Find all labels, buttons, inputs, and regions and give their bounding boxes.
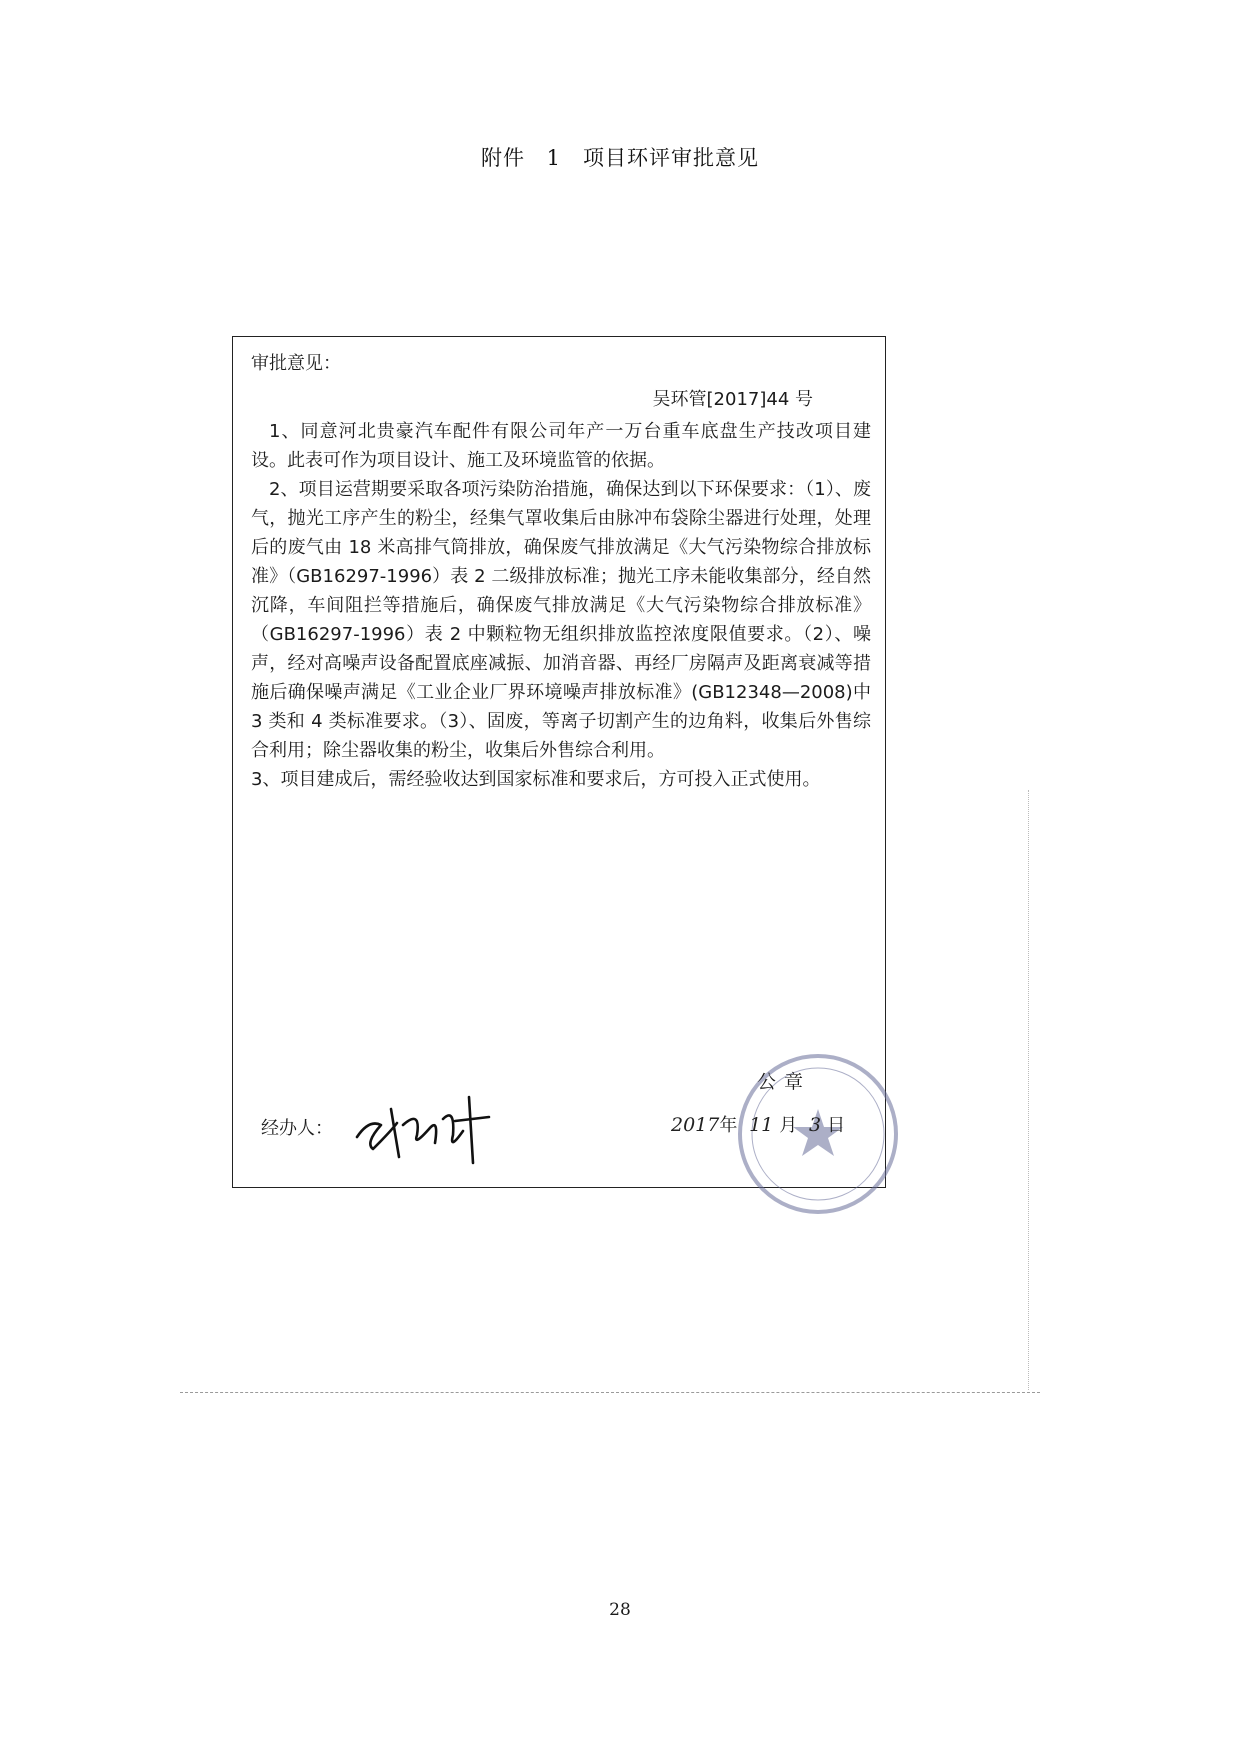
date-day: 3	[809, 1114, 822, 1136]
page-title: 附件 1 项目环评审批意见	[480, 146, 760, 170]
document-number: 吴环管[2017]44 号	[652, 389, 813, 410]
date-year: 2017	[671, 1114, 720, 1136]
approval-item-3: 3、项目建成后，需经验收达到国家标准和要求后，方可投入正式使用。	[251, 769, 821, 790]
seal-label: 公章	[757, 1071, 812, 1093]
scan-edge-line	[1028, 790, 1029, 1390]
approval-box	[232, 336, 886, 1188]
date-month-suffix: 月	[779, 1115, 798, 1136]
handwritten-signature-icon	[351, 1079, 501, 1169]
scan-fold-line	[180, 1392, 1040, 1393]
date-month: 11	[749, 1114, 774, 1136]
handler-label: 经办人：	[261, 1118, 333, 1139]
approval-body	[251, 417, 871, 794]
approval-date	[671, 1111, 845, 1137]
date-day-suffix: 日	[827, 1115, 846, 1136]
approval-item-1: 1、同意河北贵豪汽车配件有限公司年产一万台重车底盘生产技改项目建设。此表可作为项目设计、施工及环境监管的依据。	[251, 421, 871, 471]
approval-heading: 审批意见：	[251, 353, 341, 374]
page-number: 28	[609, 1600, 631, 1620]
approval-item-2: 2、项目运营期要采取各项污染防治措施，确保达到以下环保要求：（1）、废气，抛光工序产生的粉尘，经集气罩收集后由脉冲布袋除尘器进行处理，处理后的废气由 18 米高排气筒排放，确保废气排放满足《大气污染物综合排放标准》（GB16297-1996）表 2 二级排放标准；抛光工序未能收集部分，经自然沉降，车间阻拦等措施后，确保废气排放满足《大气污染物综合排放标准》（GB16297-1996）表 2 中颗粒物无组织排放监控浓度限值要求。（2）、噪声，经对高噪声设备配置底座减振、加消音器、再经厂房隔声及距离衰减等措施后确保噪声满足《工业企业厂界环境噪声排放标准》(GB12348—2008)中 3 类和 4 类标准要求。（3）、固废，等离子切割产生的边角料，收集后外售综合利用；除尘器收集的粉尘，收集后外售综合利用。	[251, 479, 871, 761]
date-year-suffix: 年	[719, 1115, 738, 1136]
